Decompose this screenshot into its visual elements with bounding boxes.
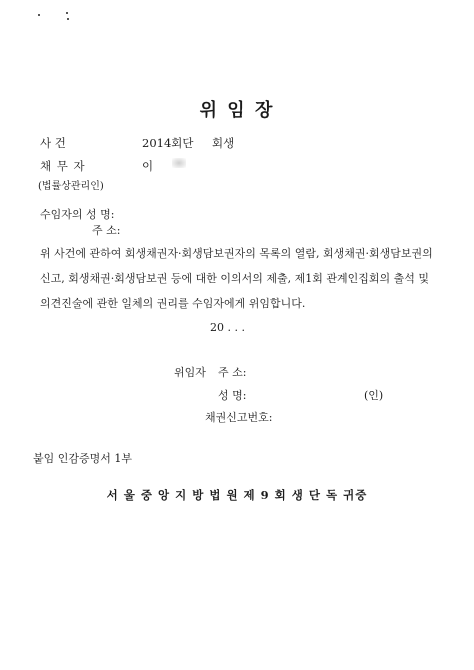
delegator-address-label: 주 소: — [218, 366, 247, 379]
seal-mark: (인) — [364, 389, 384, 402]
agent-address-label: 주 소: — [92, 224, 121, 237]
delegation-statement: 위 사건에 관하여 회생채권자·회생담보권자의 목록의 열람, 회생채권·회생담보권의 신고, 회생채권·회생담보권 등에 대한 이의서의 제출, 제1회 관계인집회의 출석 및 의견진술에 관한 일체의 권리를 수임자에게 위임합니다. — [40, 247, 433, 310]
agent-name-label: 수임자의 성 명: — [40, 208, 115, 221]
delegator-label: 위임자 — [174, 366, 206, 379]
claim-number-label: 채권신고번호: — [205, 411, 273, 424]
date-line: 20 . . . — [210, 321, 245, 334]
debtor-sublabel: (법률상관리인) — [38, 181, 104, 192]
court-recipient: 서 울 중 앙 지 방 법 원 제 9 회 생 단 독 귀중 — [106, 488, 368, 502]
debtor-name: 이 — [142, 159, 154, 173]
debtor-label: 채 무 자 — [40, 159, 86, 173]
attachment-note: 붙임 인감증명서 1부 — [33, 452, 132, 465]
scan-smudge — [172, 158, 186, 168]
document-title: 위 임 장 — [199, 100, 275, 121]
delegator-name-label: 성 명: — [218, 389, 247, 402]
case-number: 2014회단 — [142, 136, 194, 150]
scan-speck — [66, 12, 68, 14]
case-label: 사 건 — [40, 136, 66, 150]
scan-speck — [67, 18, 69, 20]
scan-speck — [38, 14, 40, 16]
case-type: 회생 — [212, 136, 235, 150]
